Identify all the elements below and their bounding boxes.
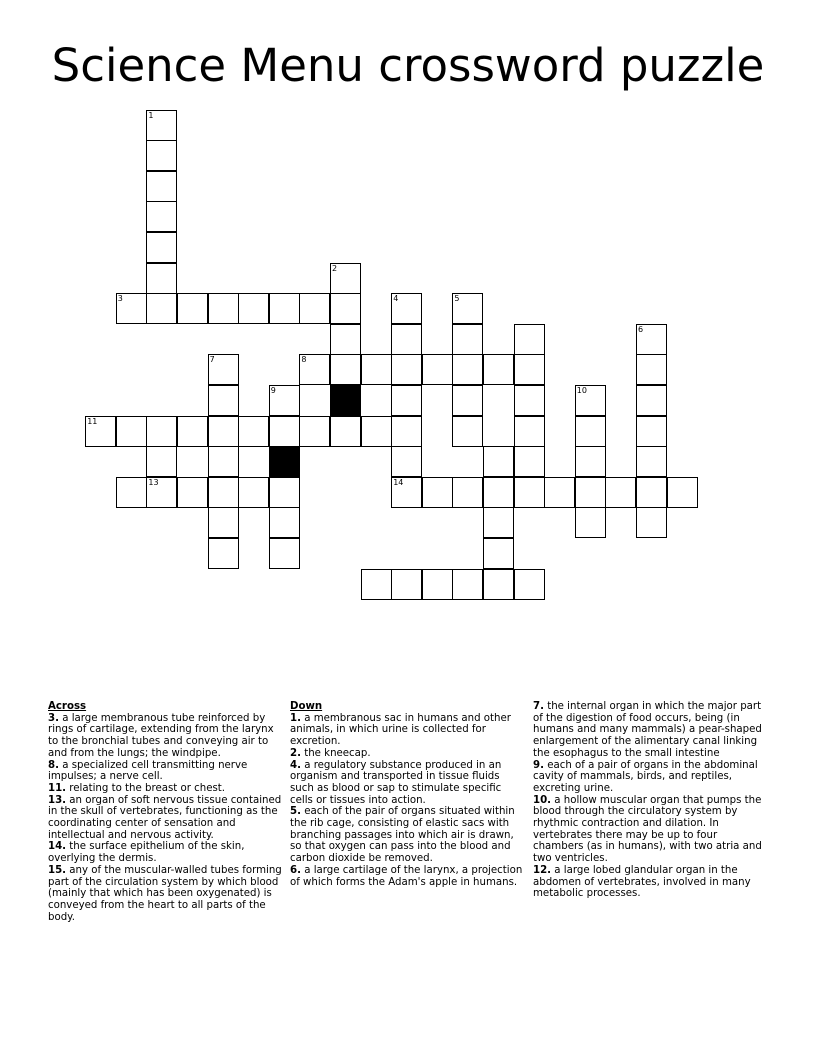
grid-cell[interactable] — [575, 507, 606, 538]
grid-cell[interactable] — [483, 538, 514, 569]
grid-cell[interactable] — [636, 507, 667, 538]
clue-number-label: 7 — [209, 355, 215, 365]
clue-text: a large cartilage of the larynx, a projection of which forms the Adam's apple in humans. — [290, 864, 523, 888]
clue-number: 2. — [290, 747, 301, 759]
clue-text: each of the pair of organs situated within the rib cage, consisting of elastic sacs with branching passages into which air is drawn, so that oxygen can pass into the blood and carbon dioxide be removed. — [290, 806, 515, 865]
across-clue-list — [48, 713, 284, 924]
across-heading: Across — [48, 701, 87, 712]
grid-cell[interactable] — [208, 354, 239, 385]
clue-number-label: 13 — [148, 477, 159, 487]
grid-cell[interactable] — [514, 324, 545, 355]
grid-cell[interactable] — [330, 263, 361, 294]
clue-number: 8. — [48, 759, 59, 771]
grid-cell[interactable] — [238, 416, 269, 447]
grid-cell[interactable] — [483, 446, 514, 477]
grid-cell[interactable] — [636, 324, 667, 355]
down-clue-list — [290, 713, 526, 889]
clue-number-label: 5 — [454, 294, 460, 304]
grid-cell[interactable] — [636, 477, 667, 508]
grid-cell[interactable] — [514, 446, 545, 477]
clue-number: 3. — [48, 712, 59, 724]
clue-item — [48, 713, 284, 760]
clue-item — [48, 865, 284, 924]
grid-cell[interactable] — [208, 416, 239, 447]
grid-cell[interactable] — [208, 293, 239, 324]
grid-cell[interactable] — [514, 569, 545, 600]
grid-cell[interactable] — [422, 477, 453, 508]
down-clue-list-continued — [533, 701, 769, 900]
grid-cell[interactable] — [391, 293, 422, 324]
across-clues — [48, 701, 284, 923]
clue-number-label: 1 — [148, 110, 154, 120]
clue-item — [290, 806, 526, 865]
grid-cell[interactable] — [330, 416, 361, 447]
grid-cell[interactable] — [514, 477, 545, 508]
clue-text: any of the muscular-walled tubes forming part of the circulation system by which blood (mainly that which has been oxygenated) is conveyed from the heart to all parts of the body. — [48, 864, 282, 923]
black-square — [330, 385, 361, 416]
clue-number-label: 3 — [117, 294, 123, 304]
grid-cell[interactable] — [238, 293, 269, 324]
grid-cell[interactable] — [514, 354, 545, 385]
clue-text: the internal organ in which the major part of the digestion of food occurs, being (in humans and many mammals) a pear-shaped enlargement of the alimentary canal linking the esophagus to the small intestine — [533, 701, 762, 759]
grid-cell[interactable] — [146, 446, 177, 477]
grid-cell[interactable] — [514, 416, 545, 447]
clue-number: 9. — [533, 759, 544, 771]
grid-cell[interactable] — [85, 416, 116, 447]
grid-cell[interactable] — [636, 416, 667, 447]
grid-cell[interactable] — [483, 354, 514, 385]
clue-text: a specialized cell transmitting nerve impulses; a nerve cell. — [48, 759, 248, 783]
grid-cell[interactable] — [483, 477, 514, 508]
grid-cell[interactable] — [391, 354, 422, 385]
clue-item — [290, 748, 526, 760]
grid-cell[interactable] — [177, 477, 208, 508]
grid-cell[interactable] — [575, 446, 606, 477]
grid-cell[interactable] — [116, 477, 147, 508]
grid-cell[interactable] — [208, 477, 239, 508]
grid-cell[interactable] — [452, 569, 483, 600]
clue-number-label: 8 — [301, 355, 307, 365]
grid-cell[interactable] — [269, 385, 300, 416]
clue-text: the surface epithelium of the skin, overlying the dermis. — [48, 841, 245, 865]
clue-text: each of a pair of organs in the abdominal cavity of mammals, birds, and reptiles, excreting urine. — [533, 759, 758, 794]
clue-number-label: 6 — [638, 324, 644, 334]
clue-number-label: 14 — [393, 477, 404, 487]
grid-cell[interactable] — [361, 416, 392, 447]
clue-number: 4. — [290, 759, 301, 771]
grid-cell[interactable] — [452, 385, 483, 416]
clue-number-label: 9 — [270, 385, 276, 395]
grid-cell[interactable] — [146, 232, 177, 263]
clue-item — [290, 713, 526, 748]
clue-text: a hollow muscular organ that pumps the blood through the circulatory system by rhythmic contraction and dilation. In vertebrates there may be up to four chambers (as in humans), with two atria and two ventricles. — [533, 794, 762, 865]
grid-cell[interactable] — [208, 507, 239, 538]
clue-number: 12. — [533, 864, 552, 876]
clue-number: 15. — [48, 864, 67, 876]
clue-text: a membranous sac in humans and other animals, in which urine is collected for excretion. — [290, 712, 511, 748]
grid-cell[interactable] — [146, 201, 177, 232]
down-heading: Down — [290, 701, 323, 712]
grid-cell[interactable] — [544, 477, 575, 508]
clue-number: 7. — [533, 701, 544, 712]
grid-cell[interactable] — [391, 477, 422, 508]
grid-cell[interactable] — [146, 263, 177, 294]
clue-text: a regulatory substance produced in an organism and transported in tissue fluids such as blood or sap to stimulate specific cells or tissues into action. — [290, 759, 502, 806]
clue-number: 6. — [290, 864, 301, 876]
clue-item — [533, 865, 769, 900]
grid-cell[interactable] — [391, 446, 422, 477]
grid-cell[interactable] — [452, 354, 483, 385]
grid-cell[interactable] — [636, 354, 667, 385]
grid-cell[interactable] — [330, 354, 361, 385]
grid-cell[interactable] — [605, 477, 636, 508]
grid-cell[interactable] — [575, 416, 606, 447]
grid-cell[interactable] — [146, 171, 177, 202]
clue-item — [48, 795, 284, 842]
clue-item — [533, 701, 769, 760]
grid-cell[interactable] — [391, 324, 422, 355]
clue-text: the kneecap. — [300, 747, 371, 759]
grid-cell[interactable] — [299, 416, 330, 447]
grid-cell[interactable] — [146, 477, 177, 508]
grid-cell[interactable] — [208, 385, 239, 416]
grid-cell[interactable] — [452, 416, 483, 447]
grid-cell[interactable] — [269, 477, 300, 508]
grid-cell[interactable] — [330, 293, 361, 324]
grid-cell[interactable] — [146, 293, 177, 324]
grid-cell[interactable] — [452, 477, 483, 508]
grid-cell[interactable] — [391, 416, 422, 447]
clue-text: relating to the breast or chest. — [66, 782, 226, 794]
page-title: Science Menu crossword puzzle — [51, 39, 765, 92]
clue-number-label: 10 — [576, 385, 587, 395]
grid-cell[interactable] — [177, 293, 208, 324]
grid-cell[interactable] — [116, 293, 147, 324]
grid-cell[interactable] — [422, 569, 453, 600]
clue-text: a large lobed glandular organ in the abdomen of vertebrates, involved in many metabolic processes. — [533, 864, 751, 900]
grid-cell[interactable] — [269, 293, 300, 324]
grid-cell[interactable] — [452, 293, 483, 324]
grid-cell[interactable] — [208, 538, 239, 569]
grid-cell[interactable] — [422, 354, 453, 385]
grid-cell[interactable] — [146, 140, 177, 171]
grid-cell[interactable] — [299, 354, 330, 385]
clue-number: 10. — [533, 794, 552, 806]
grid-cell[interactable] — [146, 416, 177, 447]
grid-cell[interactable] — [483, 569, 514, 600]
clue-number: 11. — [48, 782, 67, 794]
clue-item — [533, 760, 769, 795]
grid-cell[interactable] — [177, 416, 208, 447]
clue-item — [290, 760, 526, 807]
clue-item — [533, 795, 769, 865]
clue-number: 5. — [290, 806, 301, 818]
clue-number: 13. — [48, 794, 67, 806]
down-clues — [290, 701, 526, 888]
grid-cell[interactable] — [116, 416, 147, 447]
grid-cell[interactable] — [452, 324, 483, 355]
grid-cell[interactable] — [667, 477, 698, 508]
grid-cell[interactable] — [636, 385, 667, 416]
grid-cell[interactable] — [299, 293, 330, 324]
grid-cell[interactable] — [269, 507, 300, 538]
clue-number: 14. — [48, 841, 67, 853]
black-square — [269, 446, 300, 477]
clue-number: 1. — [290, 712, 301, 724]
grid-cell[interactable] — [391, 385, 422, 416]
clue-item — [290, 865, 526, 888]
grid-cell[interactable] — [361, 569, 392, 600]
clue-item — [48, 841, 284, 864]
clue-number-label: 4 — [393, 294, 399, 304]
grid-cell[interactable] — [269, 416, 300, 447]
grid-cell[interactable] — [330, 324, 361, 355]
grid-cell[interactable] — [146, 110, 177, 141]
clue-item — [48, 783, 284, 795]
grid-cell[interactable] — [208, 446, 239, 477]
clue-number-label: 11 — [87, 416, 98, 426]
clue-item — [48, 760, 284, 783]
clue-number-label: 2 — [332, 263, 338, 273]
down-clues-continued — [533, 701, 769, 900]
grid-cell[interactable] — [483, 507, 514, 538]
grid-cell[interactable] — [514, 385, 545, 416]
grid-cell[interactable] — [269, 538, 300, 569]
grid-cell[interactable] — [575, 477, 606, 508]
grid-cell[interactable] — [361, 354, 392, 385]
grid-cell[interactable] — [238, 477, 269, 508]
grid-cell[interactable] — [391, 569, 422, 600]
clue-text: an organ of soft nervous tissue contained in the skull of vertebrates, functioning as the coordinating center of sensation and intellectual and nervous activity. — [48, 794, 282, 841]
grid-cell[interactable] — [575, 385, 606, 416]
grid-cell[interactable] — [636, 446, 667, 477]
clue-text: a large membranous tube reinforced by rings of cartilage, extending from the larynx to the bronchial tubes and conveying air to and from the lungs; the windpipe. — [48, 712, 274, 759]
